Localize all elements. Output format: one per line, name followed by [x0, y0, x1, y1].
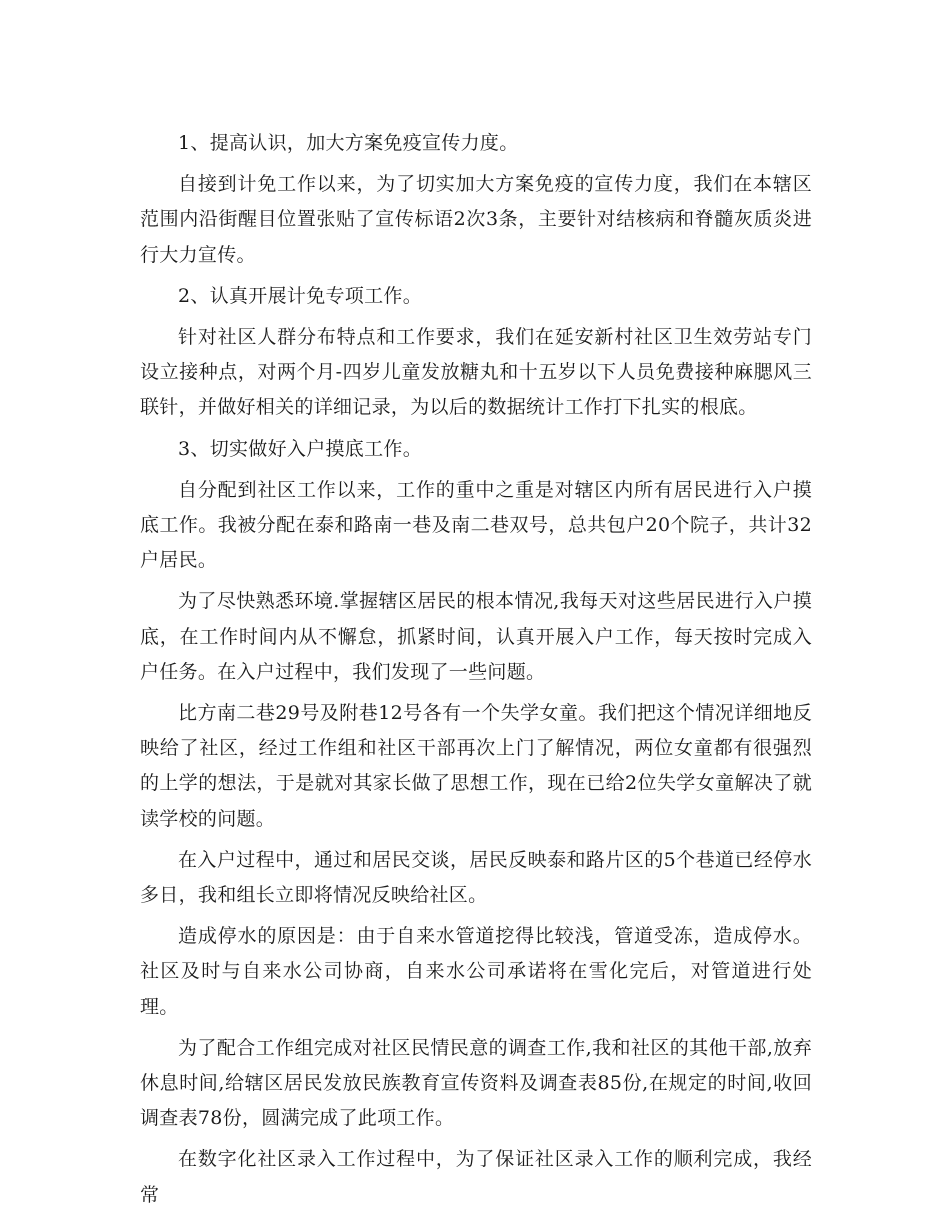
- paragraph: 为了配合工作组完成对社区民情民意的调查工作,我和社区的其他干部,放弃休息时间,给辖区居民发放民族教育宣传资料及调查表85份,在规定的时间,收回调查表78份，圆满完成了此项工作。: [140, 1036, 812, 1130]
- paragraph: 针对社区人群分布特点和工作要求，我们在延安新村社区卫生效劳站专门设立接种点，对两个月-四岁儿童发放糖丸和十五岁以下人员免费接种麻腮风三联针，并做好相关的详细记录，为以后的数据统计工作打下扎实的根底。: [140, 326, 812, 419]
- paragraph: 造成停水的原因是：由于自来水管道挖得比较浅，管道受冻，造成停水。社区及时与自来水公司协商，自来水公司承诺将在雪化完后，对管道进行处理。: [140, 925, 812, 1018]
- paragraph: 为了尽快熟悉环境.掌握辖区居民的根本情况,我每天对这些居民进行入户摸底，在工作时间内从不懈怠，抓紧时间，认真开展入户工作，每天按时完成入户任务。在入户过程中，我们发现了一些问题。: [140, 590, 812, 683]
- paragraph: 自接到计免工作以来，为了切实加大方案免疫的宣传力度，我们在本辖区范围内沿街醒目位置张贴了宣传标语2次3条，主要针对结核病和脊髓灰质炎进行大力宣传。: [140, 173, 812, 266]
- paragraph: 比方南二巷29号及附巷12号各有一个失学女童。我们把这个情况详细地反映给了社区，经过工作组和社区干部再次上门了解情况，两位女童都有很强烈的上学的想法，于是就对其家长做了思想工作，现在已给2位失学女童解决了就读学校的问题。: [140, 702, 812, 830]
- paragraph: 在入户过程中，通过和居民交谈，居民反映泰和路片区的5个巷道已经停水多日，我和组长立即将情况反映给社区。: [140, 848, 812, 907]
- section-heading-3: 3、切实做好入户摸底工作。: [178, 437, 422, 460]
- section-heading-2: 2、认真开展计免专项工作。: [178, 284, 422, 307]
- paragraph: 自分配到社区工作以来，工作的重中之重是对辖区内所有居民进行入户摸底工作。我被分配在泰和路南一巷及南二巷双号，总共包户20个院子，共计32户居民。: [140, 478, 812, 572]
- document-body: [140, 126, 812, 1219]
- section-heading-1: 1、提高认识，加大方案免疫宣传力度。: [178, 132, 519, 154]
- paragraph: 在数字化社区录入工作过程中，为了保证社区录入工作的顺利完成，我经常: [140, 1148, 812, 1206]
